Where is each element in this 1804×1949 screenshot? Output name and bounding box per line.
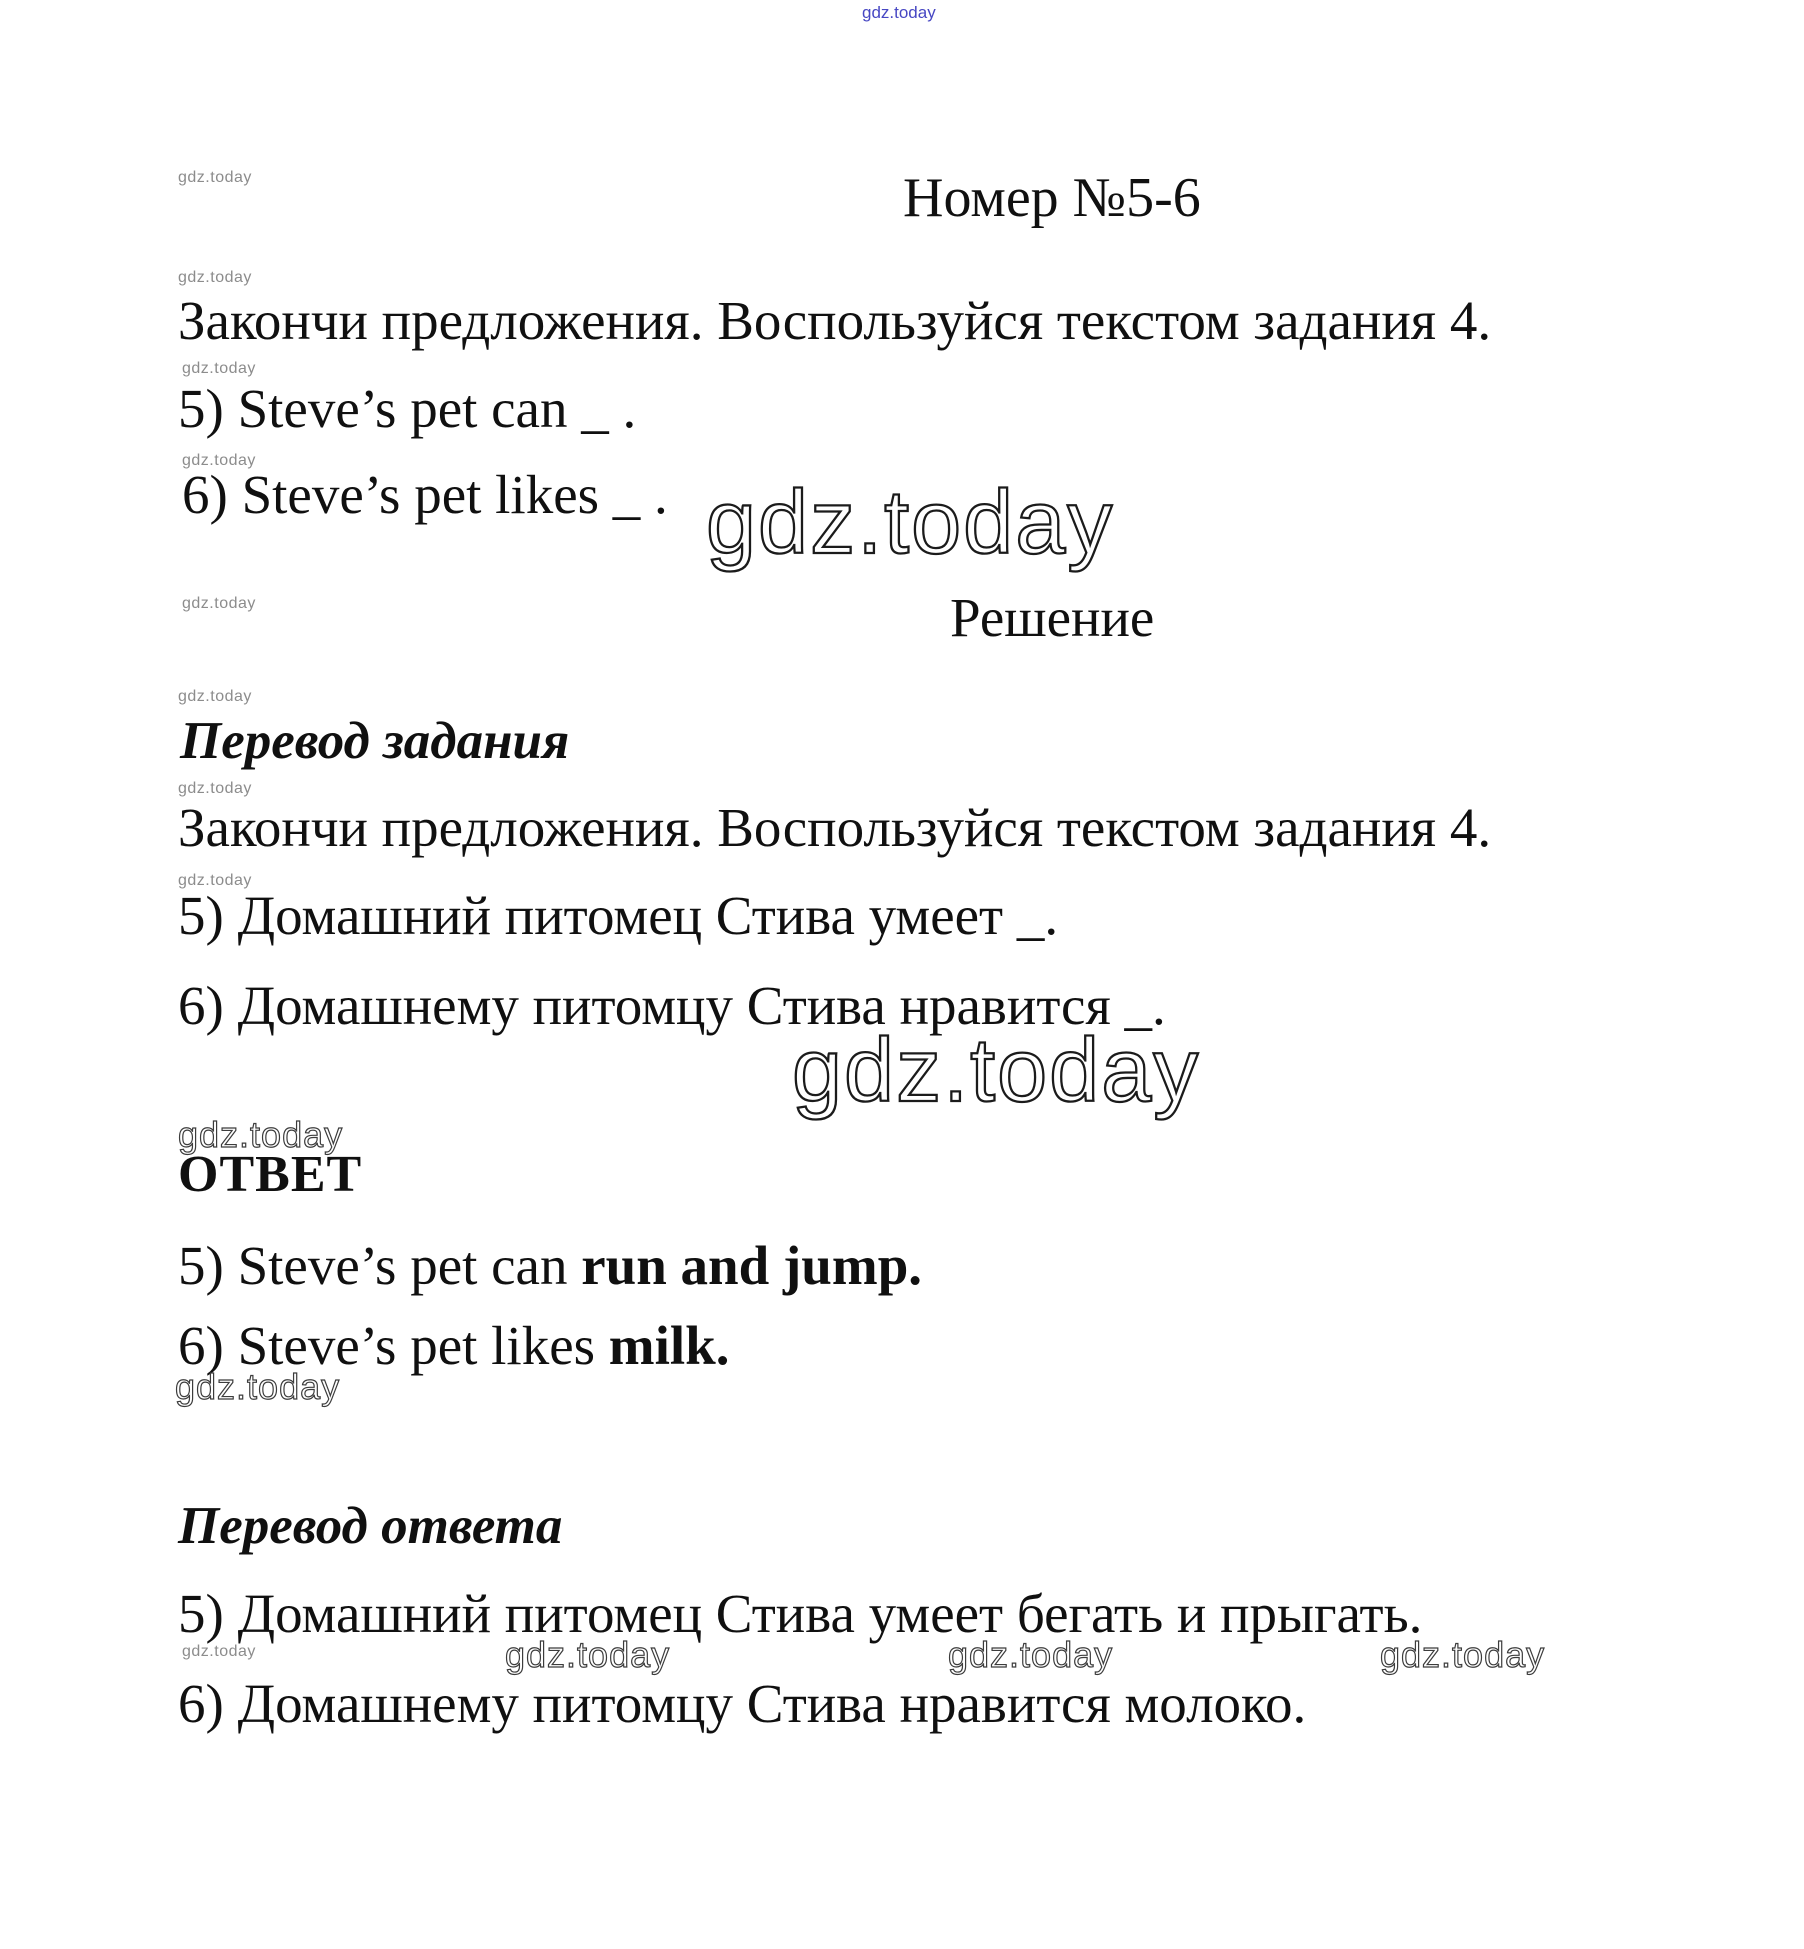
watermark-small: gdz.today: [178, 780, 252, 797]
answer-translation-heading: Перевод ответа: [178, 1497, 563, 1555]
task-translation-intro: Закончи предложения. Воспользуйся текстом задания 4.: [178, 797, 1492, 858]
answer-item-6-prefix: 6) Steve’s pet likes: [178, 1315, 609, 1376]
answer-translation-item-6: 6) Домашнему питомцу Стива нравится молоко.: [178, 1673, 1307, 1734]
answer-item-5: [178, 1236, 922, 1297]
watermark-medium: gdz.today: [948, 1634, 1114, 1675]
answer-heading: ОТВЕТ: [178, 1146, 363, 1203]
task-item-6: 6) Steve’s pet likes _ .: [182, 464, 668, 525]
answer-item-5-prefix: 5) Steve’s pet can: [178, 1235, 582, 1296]
watermark-small: gdz.today: [182, 1643, 256, 1660]
answer-item-6-value: milk.: [608, 1315, 730, 1376]
watermark-small: gdz.today: [182, 595, 256, 612]
top-watermark: gdz.today: [862, 3, 936, 22]
task-translation-item-6: 6) Домашнему питомцу Стива нравится _.: [178, 975, 1166, 1036]
task-translation-heading: Перевод задания: [180, 712, 570, 770]
watermark-small: gdz.today: [178, 872, 252, 889]
watermark-small: gdz.today: [182, 452, 256, 469]
task-translation-item-5: 5) Домашний питомец Стива умеет _.: [178, 885, 1059, 946]
task-intro: Закончи предложения. Воспользуйся текстом задания 4.: [178, 290, 1492, 351]
watermark-small: gdz.today: [182, 360, 256, 377]
watermark-medium: gdz.today: [1380, 1634, 1546, 1675]
page-title: Номер №5-6: [903, 167, 1201, 229]
watermark-small: gdz.today: [178, 688, 252, 705]
task-item-5: 5) Steve’s pet can _ .: [178, 378, 637, 439]
watermark-large: gdz.today: [792, 1021, 1201, 1121]
answer-translation-item-5: 5) Домашний питомец Стива умеет бегать и прыгать.: [178, 1583, 1423, 1644]
watermark-small: gdz.today: [178, 169, 252, 186]
solution-heading: Решение: [950, 587, 1155, 648]
watermark-medium: gdz.today: [178, 1114, 344, 1155]
watermark-small: gdz.today: [178, 269, 252, 286]
watermark-large: gdz.today: [706, 473, 1115, 573]
watermark-medium: gdz.today: [505, 1634, 671, 1675]
watermark-medium: gdz.today: [175, 1366, 341, 1407]
answer-item-5-value: run and jump.: [581, 1235, 923, 1296]
